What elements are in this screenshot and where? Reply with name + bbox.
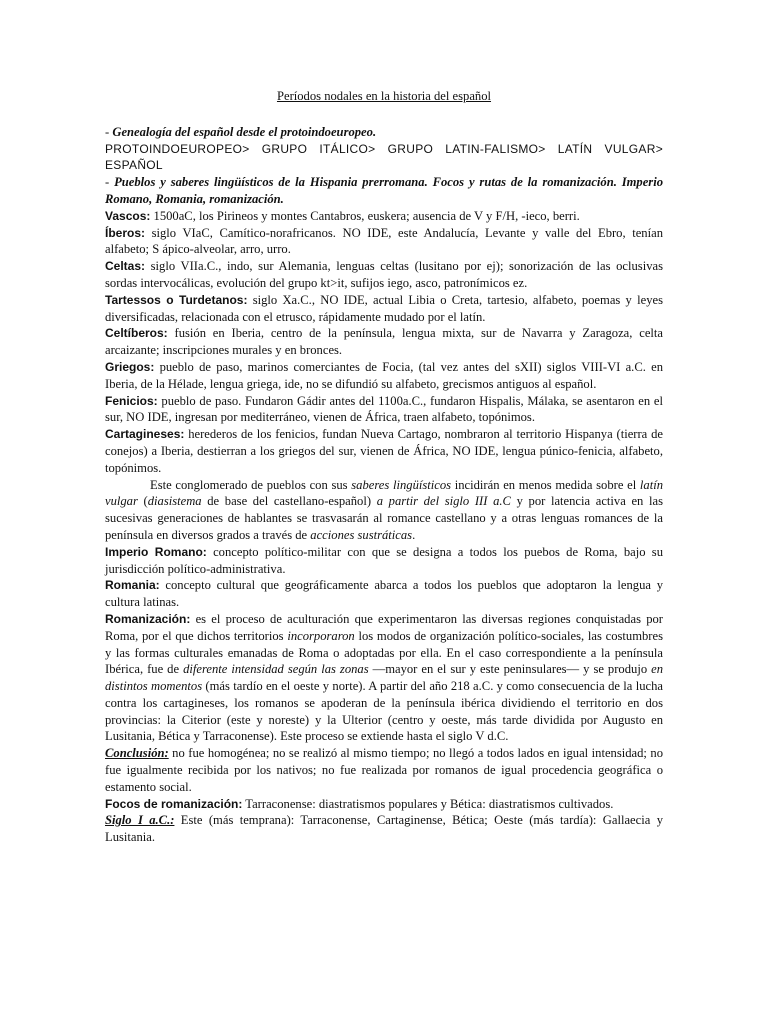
entry-text: pueblo de paso, marinos comerciantes de Focia, (tal vez antes del sXII) siglos VIII-VI a.C. en Iberia, de la Hélade, lengua griega, ide, no se difundió su alfabeto, grecismos antiguos al español.	[105, 359, 663, 391]
italic-run: saberes lingüísticos	[351, 477, 452, 492]
conclusion-term: Conclusión:	[105, 746, 169, 761]
siglo-term: Siglo I a.C.:	[105, 813, 175, 828]
genealogy-chain: PROTOINDOEUROPEO> GRUPO ITÁLICO> GRUPO LATIN-FALISMO> LATÍN VULGAR> ESPAÑOL	[105, 141, 663, 173]
definition-text: concepto cultural que geográficamente abarca a todos los pueblos que adoptaron la lengua y cultura latinas.	[105, 578, 663, 610]
definition-term: Imperio Romano:	[105, 544, 207, 559]
italic-run: en distintos momentos	[105, 662, 663, 694]
entry-term: Tartessos o Turdetanos:	[105, 292, 248, 307]
italic-run: acciones sustráticas	[310, 527, 413, 542]
dash: -	[105, 124, 113, 139]
entry-text: siglo Xa.C., NO IDE, actual Libia o Creta, tartesio, alfabeto, poemas y leyes diversificadas, relacionada con el etrusco, rápidamente mudado por el latín.	[105, 292, 663, 324]
entry-text: 1500aC, los Pirineos y montes Cantabros, euskera; ausencia de V y F/H, -ieco, berri.	[150, 208, 580, 223]
romanizacion-definition	[105, 611, 663, 745]
entry-term: Íberos:	[105, 225, 146, 240]
entry-term: Cartagineses:	[105, 427, 185, 442]
conclusion-paragraph	[105, 745, 663, 795]
text-run: los modos de organización político-sociales, las costumbres y las formas culturales emanadas de Roma o adoptadas por ella. En el caso correspondiente a la península Ibérica, fue de	[105, 628, 663, 677]
dash: -	[105, 175, 115, 190]
section-heading: Genealogía del español desde el protoindoeuropeo.	[112, 124, 377, 139]
conclusion-text: no fue homogénea; no se realizó al mismo tiempo; no llegó a todos lados en igual intensidad; no fue igualmente recibida por los nativos; no fue realizada por romanos de igual procedencia geográfica o estamento social.	[105, 746, 663, 794]
italic-run: a partir del siglo III a.C	[376, 494, 511, 509]
text-run: incidirán en menos medida sobre el	[451, 477, 640, 492]
text-run: Este conglomerado de pueblos con sus	[150, 477, 352, 492]
entry-text: fusión en Iberia, centro de la península, lengua mixta, sur de Navarra y Zaragoza, celta arcaizante; inscripciones murales y en bronces.	[105, 326, 663, 358]
entry-celtas	[105, 258, 663, 292]
entry-term: Celtas:	[105, 259, 146, 274]
pueblos-heading	[105, 174, 663, 208]
conglomerado-paragraph	[105, 477, 663, 544]
entry-griegos	[105, 359, 663, 393]
text-run: .	[412, 527, 416, 542]
text-run: y por latencia activa en las sucesivas generaciones de hablantes se trasvasarán al romance castellano y a otras lenguas romances de la península en diversos grados a través de	[105, 494, 663, 542]
entry-term: Fenicios:	[105, 393, 158, 408]
document-title: Períodos nodales en la historia del español	[276, 89, 492, 103]
definition-term: Focos de romanización:	[105, 796, 243, 811]
italic-run: incorporaron	[287, 628, 355, 643]
entry-iberos	[105, 225, 663, 259]
definition-text: concepto político-militar con que se designa a todos los puebos de Roma, bajo su jurisdicción político-administrativa.	[105, 544, 664, 576]
entry-text: herederos de los fenicios, fundan Nueva Cartago, nombraron al territorio Hispanya (tierra de conejos) a Iberia, destierran a los griegos del sur, vienen de África, NO IDE, lengua púnico-fenicia, alfabeto, topónimos.	[105, 427, 663, 475]
siglo-text: Este (más temprana): Tarraconense, Cartaginense, Bética; Oeste (más tardía): Gallaecia y Lusitania.	[105, 813, 663, 845]
definition-term: Romanización:	[105, 611, 191, 626]
entry-term: Vascos:	[105, 208, 151, 223]
italic-run: diferente intensidad según las zonas	[183, 662, 369, 677]
entry-term: Celtíberos:	[105, 326, 168, 341]
entry-vascos	[105, 208, 663, 225]
entry-fenicios	[105, 393, 663, 427]
document-page	[105, 88, 663, 846]
entry-text: pueblo de paso. Fundaron Gádir antes del 1100a.C., fundaron Hispalis, Málaka, se asentaron en el sur, NO IDE, ingresan por mediterráneo, vienen de África, traen alfabeto, topónimos.	[105, 393, 663, 425]
genealogia-heading	[105, 124, 663, 141]
entry-tartessos	[105, 292, 663, 326]
entry-term: Griegos:	[105, 359, 155, 374]
imperio-romano-definition	[105, 544, 663, 578]
italic-run: latín vulgar	[105, 477, 663, 509]
text-run: (	[137, 494, 148, 509]
italic-run: diasistema	[147, 494, 202, 509]
focos-paragraph	[105, 796, 663, 813]
text-run: es el proceso de aculturación que experimentaron las diversas regiones conquistadas por Roma, por el que dichos territorios	[105, 611, 663, 643]
entry-text: siglo VIaC, Camítico-norafricanos. NO IDE, este Andalucía, Levante y valle del Ebro, tenían alfabeto; S ápico-alveolar, arro, urro.	[105, 225, 663, 257]
entry-celtiberos	[105, 325, 663, 359]
romania-definition	[105, 577, 663, 611]
peoples-list	[105, 208, 663, 477]
text-run: (más tardío en el oeste y norte). A partir del año 218 a.C. y como consecuencia de la lucha contra los cartagineses, los romanos se apoderan de la península ibérica dividiendo el territorio en dos provincias: la Citerior (este y noreste) y la Ulterior (centro y oeste, más tarde dividida por Augusto en Lusitania, Bética y Tarraconense). Este proceso se extiende hasta el siglo V d.C.	[105, 679, 663, 744]
siglo-paragraph	[105, 812, 663, 846]
entry-cartagineses	[105, 426, 663, 476]
text-run: —mayor en el sur y este peninsulares— y se produjo	[368, 662, 652, 677]
definition-term: Romania:	[105, 578, 160, 593]
section-heading: Pueblos y saberes lingüísticos de la Hispania prerromana. Focos y rutas de la romanización. Imperio Romano, Romania, romanización.	[105, 175, 664, 206]
entry-text: siglo VIIa.C., indo, sur Alemania, lenguas celtas (lusitano por ej); sonorización de las oclusivas sordas intervocálicas, evolución del grupo kt>it, sufijos iego, asco, patronímicos ez.	[105, 259, 663, 290]
definition-text: Tarraconense: diastratismos populares y Bética: diastratismos cultivados.	[242, 796, 614, 811]
text-run: de base del castellano-español)	[201, 494, 377, 509]
